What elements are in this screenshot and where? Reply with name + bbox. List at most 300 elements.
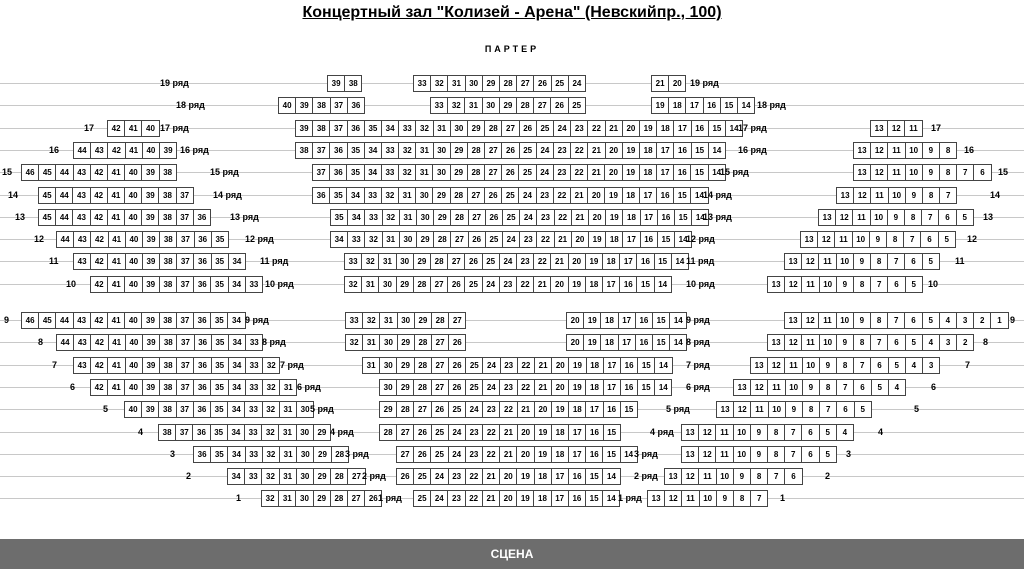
seat-row-11-38[interactable]: 38 bbox=[159, 253, 177, 270]
seat-row-18-31[interactable]: 31 bbox=[464, 97, 482, 114]
seat-row-5-36[interactable]: 36 bbox=[193, 401, 211, 418]
seat-row-7-9[interactable]: 9 bbox=[819, 357, 837, 374]
seat-row-8-2[interactable]: 2 bbox=[956, 334, 974, 351]
seat-row-7-11[interactable]: 11 bbox=[784, 357, 802, 374]
seat-row-5-31[interactable]: 31 bbox=[279, 401, 297, 418]
seat-row-17-36[interactable]: 36 bbox=[347, 120, 365, 137]
seat-row-8-6[interactable]: 6 bbox=[887, 334, 905, 351]
seat-row-1-16[interactable]: 16 bbox=[568, 490, 586, 507]
seat-row-12-42[interactable]: 42 bbox=[90, 231, 108, 248]
seat-row-11-23[interactable]: 23 bbox=[516, 253, 534, 270]
seat-row-6-27[interactable]: 27 bbox=[431, 379, 449, 396]
seat-row-8-39[interactable]: 39 bbox=[142, 334, 160, 351]
seat-row-8-14[interactable]: 14 bbox=[669, 334, 687, 351]
seat-row-10-20[interactable]: 20 bbox=[550, 276, 568, 293]
seat-row-18-39[interactable]: 39 bbox=[295, 97, 313, 114]
seat-row-17-23[interactable]: 23 bbox=[570, 120, 588, 137]
seat-row-12-21[interactable]: 21 bbox=[554, 231, 572, 248]
seat-row-9-29[interactable]: 29 bbox=[414, 312, 432, 329]
seat-row-11-14[interactable]: 14 bbox=[671, 253, 689, 270]
seat-row-11-7[interactable]: 7 bbox=[887, 253, 905, 270]
seat-row-4-24[interactable]: 24 bbox=[448, 424, 466, 441]
seat-row-10-24[interactable]: 24 bbox=[482, 276, 500, 293]
seat-row-5-35[interactable]: 35 bbox=[210, 401, 228, 418]
seat-row-6-4[interactable]: 4 bbox=[888, 379, 906, 396]
seat-row-14-44[interactable]: 44 bbox=[55, 187, 73, 204]
seat-row-14-34[interactable]: 34 bbox=[346, 187, 364, 204]
seat-row-6-33[interactable]: 33 bbox=[245, 379, 263, 396]
seat-row-19-31[interactable]: 31 bbox=[447, 75, 465, 92]
seat-row-10-25[interactable]: 25 bbox=[464, 276, 482, 293]
seat-row-12-30[interactable]: 30 bbox=[399, 231, 417, 248]
seat-row-5-40[interactable]: 40 bbox=[124, 401, 142, 418]
seat-row-12-8[interactable]: 8 bbox=[886, 231, 904, 248]
seat-row-1-24[interactable]: 24 bbox=[430, 490, 448, 507]
seat-row-12-17[interactable]: 17 bbox=[622, 231, 640, 248]
seat-row-4-4[interactable]: 4 bbox=[836, 424, 854, 441]
seat-row-15-17[interactable]: 17 bbox=[656, 164, 674, 181]
seat-row-6-19[interactable]: 19 bbox=[568, 379, 586, 396]
seat-row-17-33[interactable]: 33 bbox=[398, 120, 416, 137]
seat-row-9-33[interactable]: 33 bbox=[345, 312, 363, 329]
seat-row-5-6[interactable]: 6 bbox=[836, 401, 854, 418]
seat-row-6-5[interactable]: 5 bbox=[871, 379, 889, 396]
seat-row-16-31[interactable]: 31 bbox=[415, 142, 433, 159]
seat-row-4-17[interactable]: 17 bbox=[568, 424, 586, 441]
seat-row-16-42[interactable]: 42 bbox=[107, 142, 125, 159]
seat-row-17-19[interactable]: 19 bbox=[639, 120, 657, 137]
seat-row-7-19[interactable]: 19 bbox=[568, 357, 586, 374]
seat-row-10-5[interactable]: 5 bbox=[905, 276, 923, 293]
seat-row-16-37[interactable]: 37 bbox=[312, 142, 330, 159]
seat-row-4-36[interactable]: 36 bbox=[192, 424, 210, 441]
seat-row-6-8[interactable]: 8 bbox=[819, 379, 837, 396]
seat-row-4-35[interactable]: 35 bbox=[210, 424, 228, 441]
seat-row-17-40[interactable]: 40 bbox=[141, 120, 159, 137]
seat-row-1-9[interactable]: 9 bbox=[716, 490, 734, 507]
seat-row-10-9[interactable]: 9 bbox=[836, 276, 854, 293]
seat-row-17-35[interactable]: 35 bbox=[364, 120, 382, 137]
seat-row-10-35[interactable]: 35 bbox=[210, 276, 228, 293]
seat-row-5-16[interactable]: 16 bbox=[603, 401, 621, 418]
seat-row-13-12[interactable]: 12 bbox=[835, 209, 853, 226]
seat-row-4-37[interactable]: 37 bbox=[175, 424, 193, 441]
seat-row-14-11[interactable]: 11 bbox=[870, 187, 888, 204]
seat-row-1-11[interactable]: 11 bbox=[681, 490, 699, 507]
seat-row-6-10[interactable]: 10 bbox=[785, 379, 803, 396]
seat-row-1-25[interactable]: 25 bbox=[413, 490, 431, 507]
seat-row-7-21[interactable]: 21 bbox=[534, 357, 552, 374]
seat-row-16-17[interactable]: 17 bbox=[656, 142, 674, 159]
seat-row-13-7[interactable]: 7 bbox=[921, 209, 939, 226]
seat-row-3-35[interactable]: 35 bbox=[210, 446, 228, 463]
seat-row-15-12[interactable]: 12 bbox=[870, 164, 888, 181]
seat-row-5-21[interactable]: 21 bbox=[517, 401, 535, 418]
seat-row-7-22[interactable]: 22 bbox=[517, 357, 535, 374]
seat-row-8-8[interactable]: 8 bbox=[853, 334, 871, 351]
seat-row-16-32[interactable]: 32 bbox=[398, 142, 416, 159]
seat-row-4-16[interactable]: 16 bbox=[585, 424, 603, 441]
seat-row-10-14[interactable]: 14 bbox=[654, 276, 672, 293]
seat-row-5-24[interactable]: 24 bbox=[465, 401, 483, 418]
seat-row-8-18[interactable]: 18 bbox=[600, 334, 618, 351]
seat-row-15-44[interactable]: 44 bbox=[55, 164, 73, 181]
seat-row-15-10[interactable]: 10 bbox=[905, 164, 923, 181]
seat-row-13-26[interactable]: 26 bbox=[485, 209, 503, 226]
seat-row-15-32[interactable]: 32 bbox=[398, 164, 416, 181]
seat-row-16-28[interactable]: 28 bbox=[467, 142, 485, 159]
seat-row-1-8[interactable]: 8 bbox=[733, 490, 751, 507]
seat-row-19-26[interactable]: 26 bbox=[533, 75, 551, 92]
seat-row-2-20[interactable]: 20 bbox=[499, 468, 517, 485]
seat-row-1-22[interactable]: 22 bbox=[465, 490, 483, 507]
seat-row-13-17[interactable]: 17 bbox=[640, 209, 658, 226]
seat-row-13-42[interactable]: 42 bbox=[90, 209, 108, 226]
seat-row-12-27[interactable]: 27 bbox=[450, 231, 468, 248]
seat-row-5-25[interactable]: 25 bbox=[448, 401, 466, 418]
seat-row-15-39[interactable]: 39 bbox=[141, 164, 159, 181]
seat-row-4-18[interactable]: 18 bbox=[551, 424, 569, 441]
seat-row-17-27[interactable]: 27 bbox=[501, 120, 519, 137]
seat-row-15-20[interactable]: 20 bbox=[604, 164, 622, 181]
seat-row-3-17[interactable]: 17 bbox=[568, 446, 586, 463]
seat-row-16-9[interactable]: 9 bbox=[922, 142, 940, 159]
seat-row-16-29[interactable]: 29 bbox=[450, 142, 468, 159]
seat-row-8-27[interactable]: 27 bbox=[431, 334, 449, 351]
seat-row-3-9[interactable]: 9 bbox=[750, 446, 768, 463]
seat-row-12-43[interactable]: 43 bbox=[73, 231, 91, 248]
seat-row-9-16[interactable]: 16 bbox=[635, 312, 653, 329]
seat-row-14-43[interactable]: 43 bbox=[72, 187, 90, 204]
seat-row-7-29[interactable]: 29 bbox=[396, 357, 414, 374]
seat-row-2-11[interactable]: 11 bbox=[698, 468, 716, 485]
seat-row-12-5[interactable]: 5 bbox=[938, 231, 956, 248]
seat-row-8-28[interactable]: 28 bbox=[414, 334, 432, 351]
seat-row-3-12[interactable]: 12 bbox=[698, 446, 716, 463]
seat-row-12-25[interactable]: 25 bbox=[485, 231, 503, 248]
seat-row-15-29[interactable]: 29 bbox=[450, 164, 468, 181]
seat-row-14-28[interactable]: 28 bbox=[450, 187, 468, 204]
seat-row-14-23[interactable]: 23 bbox=[536, 187, 554, 204]
seat-row-11-24[interactable]: 24 bbox=[499, 253, 517, 270]
seat-row-13-29[interactable]: 29 bbox=[433, 209, 451, 226]
seat-row-12-24[interactable]: 24 bbox=[502, 231, 520, 248]
seat-row-4-34[interactable]: 34 bbox=[227, 424, 245, 441]
seat-row-7-15[interactable]: 15 bbox=[637, 357, 655, 374]
seat-row-4-21[interactable]: 21 bbox=[499, 424, 517, 441]
seat-row-9-5[interactable]: 5 bbox=[922, 312, 940, 329]
seat-row-11-37[interactable]: 37 bbox=[176, 253, 194, 270]
seat-row-16-39[interactable]: 39 bbox=[159, 142, 177, 159]
seat-row-9-20[interactable]: 20 bbox=[566, 312, 584, 329]
seat-row-16-22[interactable]: 22 bbox=[570, 142, 588, 159]
seat-row-14-22[interactable]: 22 bbox=[553, 187, 571, 204]
seat-row-14-36[interactable]: 36 bbox=[312, 187, 330, 204]
seat-row-2-33[interactable]: 33 bbox=[244, 468, 262, 485]
seat-row-11-43[interactable]: 43 bbox=[73, 253, 91, 270]
seat-row-14-15[interactable]: 15 bbox=[673, 187, 691, 204]
seat-row-13-39[interactable]: 39 bbox=[141, 209, 159, 226]
seat-row-9-28[interactable]: 28 bbox=[431, 312, 449, 329]
seat-row-10-13[interactable]: 13 bbox=[767, 276, 785, 293]
seat-row-18-40[interactable]: 40 bbox=[278, 97, 296, 114]
seat-row-9-39[interactable]: 39 bbox=[141, 312, 159, 329]
seat-row-9-19[interactable]: 19 bbox=[583, 312, 601, 329]
seat-row-15-15[interactable]: 15 bbox=[690, 164, 708, 181]
seat-row-10-33[interactable]: 33 bbox=[245, 276, 263, 293]
seat-row-4-6[interactable]: 6 bbox=[801, 424, 819, 441]
seat-row-15-31[interactable]: 31 bbox=[415, 164, 433, 181]
seat-row-4-38[interactable]: 38 bbox=[158, 424, 176, 441]
seat-row-12-29[interactable]: 29 bbox=[416, 231, 434, 248]
seat-row-10-40[interactable]: 40 bbox=[124, 276, 142, 293]
seat-row-14-33[interactable]: 33 bbox=[364, 187, 382, 204]
seat-row-8-3[interactable]: 3 bbox=[939, 334, 957, 351]
seat-row-1-20[interactable]: 20 bbox=[499, 490, 517, 507]
seat-row-9-7[interactable]: 7 bbox=[887, 312, 905, 329]
seat-row-5-15[interactable]: 15 bbox=[620, 401, 638, 418]
seat-row-5-22[interactable]: 22 bbox=[499, 401, 517, 418]
seat-row-6-35[interactable]: 35 bbox=[210, 379, 228, 396]
seat-row-15-23[interactable]: 23 bbox=[553, 164, 571, 181]
seat-row-7-8[interactable]: 8 bbox=[836, 357, 854, 374]
seat-row-7-12[interactable]: 12 bbox=[767, 357, 785, 374]
seat-row-11-30[interactable]: 30 bbox=[396, 253, 414, 270]
seat-row-18-15[interactable]: 15 bbox=[720, 97, 738, 114]
seat-row-10-7[interactable]: 7 bbox=[870, 276, 888, 293]
seat-row-13-18[interactable]: 18 bbox=[622, 209, 640, 226]
seat-row-4-32[interactable]: 32 bbox=[261, 424, 279, 441]
seat-row-15-22[interactable]: 22 bbox=[570, 164, 588, 181]
seat-row-17-38[interactable]: 38 bbox=[312, 120, 330, 137]
seat-row-16-26[interactable]: 26 bbox=[501, 142, 519, 159]
seat-row-6-13[interactable]: 13 bbox=[733, 379, 751, 396]
seat-row-11-27[interactable]: 27 bbox=[447, 253, 465, 270]
seat-row-9-42[interactable]: 42 bbox=[90, 312, 108, 329]
seat-row-6-39[interactable]: 39 bbox=[142, 379, 160, 396]
seat-row-19-30[interactable]: 30 bbox=[465, 75, 483, 92]
seat-row-1-10[interactable]: 10 bbox=[699, 490, 717, 507]
seat-row-11-19[interactable]: 19 bbox=[585, 253, 603, 270]
seat-row-14-30[interactable]: 30 bbox=[415, 187, 433, 204]
seat-row-5-30[interactable]: 30 bbox=[296, 401, 314, 418]
seat-row-12-7[interactable]: 7 bbox=[903, 231, 921, 248]
seat-row-18-37[interactable]: 37 bbox=[330, 97, 348, 114]
seat-row-13-32[interactable]: 32 bbox=[382, 209, 400, 226]
seat-row-13-28[interactable]: 28 bbox=[450, 209, 468, 226]
seat-row-6-15[interactable]: 15 bbox=[637, 379, 655, 396]
seat-row-9-46[interactable]: 46 bbox=[21, 312, 39, 329]
seat-row-2-13[interactable]: 13 bbox=[664, 468, 682, 485]
seat-row-16-27[interactable]: 27 bbox=[484, 142, 502, 159]
seat-row-8-37[interactable]: 37 bbox=[176, 334, 194, 351]
seat-row-16-33[interactable]: 33 bbox=[381, 142, 399, 159]
seat-row-13-30[interactable]: 30 bbox=[416, 209, 434, 226]
seat-row-3-31[interactable]: 31 bbox=[279, 446, 297, 463]
seat-row-5-9[interactable]: 9 bbox=[785, 401, 803, 418]
seat-row-13-11[interactable]: 11 bbox=[852, 209, 870, 226]
seat-row-11-28[interactable]: 28 bbox=[430, 253, 448, 270]
seat-row-5-29[interactable]: 29 bbox=[379, 401, 397, 418]
seat-row-18-16[interactable]: 16 bbox=[703, 97, 721, 114]
seat-row-6-11[interactable]: 11 bbox=[767, 379, 785, 396]
seat-row-5-5[interactable]: 5 bbox=[854, 401, 872, 418]
seat-row-6-9[interactable]: 9 bbox=[802, 379, 820, 396]
seat-row-9-1[interactable]: 1 bbox=[990, 312, 1008, 329]
seat-row-12-23[interactable]: 23 bbox=[519, 231, 537, 248]
seat-row-5-34[interactable]: 34 bbox=[227, 401, 245, 418]
seat-row-3-27[interactable]: 27 bbox=[396, 446, 414, 463]
seat-row-4-33[interactable]: 33 bbox=[244, 424, 262, 441]
seat-row-2-24[interactable]: 24 bbox=[430, 468, 448, 485]
seat-row-11-15[interactable]: 15 bbox=[654, 253, 672, 270]
seat-row-8-35[interactable]: 35 bbox=[211, 334, 229, 351]
seat-row-16-8[interactable]: 8 bbox=[939, 142, 957, 159]
seat-row-14-20[interactable]: 20 bbox=[587, 187, 605, 204]
seat-row-7-34[interactable]: 34 bbox=[228, 357, 246, 374]
seat-row-16-40[interactable]: 40 bbox=[142, 142, 160, 159]
seat-row-4-31[interactable]: 31 bbox=[278, 424, 296, 441]
seat-row-4-26[interactable]: 26 bbox=[413, 424, 431, 441]
seat-row-16-35[interactable]: 35 bbox=[347, 142, 365, 159]
seat-row-6-6[interactable]: 6 bbox=[853, 379, 871, 396]
seat-row-3-8[interactable]: 8 bbox=[767, 446, 785, 463]
seat-row-9-12[interactable]: 12 bbox=[801, 312, 819, 329]
seat-row-17-42[interactable]: 42 bbox=[107, 120, 125, 137]
seat-row-13-41[interactable]: 41 bbox=[107, 209, 125, 226]
seat-row-13-25[interactable]: 25 bbox=[502, 209, 520, 226]
seat-row-5-20[interactable]: 20 bbox=[534, 401, 552, 418]
seat-row-14-19[interactable]: 19 bbox=[604, 187, 622, 204]
seat-row-11-12[interactable]: 12 bbox=[801, 253, 819, 270]
seat-row-3-28[interactable]: 28 bbox=[331, 446, 349, 463]
seat-row-15-6[interactable]: 6 bbox=[973, 164, 991, 181]
seat-row-9-30[interactable]: 30 bbox=[397, 312, 415, 329]
seat-row-17-11[interactable]: 11 bbox=[904, 120, 922, 137]
seat-row-14-14[interactable]: 14 bbox=[690, 187, 708, 204]
seat-row-13-21[interactable]: 21 bbox=[571, 209, 589, 226]
seat-row-7-26[interactable]: 26 bbox=[448, 357, 466, 374]
seat-row-14-7[interactable]: 7 bbox=[939, 187, 957, 204]
seat-row-9-18[interactable]: 18 bbox=[600, 312, 618, 329]
seat-row-13-24[interactable]: 24 bbox=[519, 209, 537, 226]
seat-row-4-13[interactable]: 13 bbox=[681, 424, 699, 441]
seat-row-14-31[interactable]: 31 bbox=[398, 187, 416, 204]
seat-row-2-34[interactable]: 34 bbox=[227, 468, 245, 485]
seat-row-14-12[interactable]: 12 bbox=[853, 187, 871, 204]
seat-row-14-38[interactable]: 38 bbox=[158, 187, 176, 204]
seat-row-15-7[interactable]: 7 bbox=[956, 164, 974, 181]
seat-row-14-9[interactable]: 9 bbox=[905, 187, 923, 204]
seat-row-4-22[interactable]: 22 bbox=[482, 424, 500, 441]
seat-row-6-24[interactable]: 24 bbox=[482, 379, 500, 396]
seat-row-10-21[interactable]: 21 bbox=[533, 276, 551, 293]
seat-row-17-31[interactable]: 31 bbox=[433, 120, 451, 137]
seat-row-8-26[interactable]: 26 bbox=[448, 334, 466, 351]
seat-row-19-25[interactable]: 25 bbox=[551, 75, 569, 92]
seat-row-12-6[interactable]: 6 bbox=[920, 231, 938, 248]
seat-row-9-32[interactable]: 32 bbox=[362, 312, 380, 329]
seat-row-8-5[interactable]: 5 bbox=[905, 334, 923, 351]
seat-row-12-40[interactable]: 40 bbox=[125, 231, 143, 248]
seat-row-12-28[interactable]: 28 bbox=[433, 231, 451, 248]
seat-row-17-30[interactable]: 30 bbox=[450, 120, 468, 137]
seat-row-7-42[interactable]: 42 bbox=[90, 357, 108, 374]
seat-row-5-10[interactable]: 10 bbox=[768, 401, 786, 418]
seat-row-5-23[interactable]: 23 bbox=[482, 401, 500, 418]
seat-row-9-6[interactable]: 6 bbox=[904, 312, 922, 329]
seat-row-3-14[interactable]: 14 bbox=[620, 446, 638, 463]
seat-row-6-14[interactable]: 14 bbox=[654, 379, 672, 396]
seat-row-9-34[interactable]: 34 bbox=[227, 312, 245, 329]
seat-row-8-43[interactable]: 43 bbox=[73, 334, 91, 351]
seat-row-15-8[interactable]: 8 bbox=[939, 164, 957, 181]
seat-row-11-11[interactable]: 11 bbox=[818, 253, 836, 270]
seat-row-10-16[interactable]: 16 bbox=[619, 276, 637, 293]
seat-row-6-16[interactable]: 16 bbox=[620, 379, 638, 396]
seat-row-13-33[interactable]: 33 bbox=[364, 209, 382, 226]
seat-row-10-15[interactable]: 15 bbox=[636, 276, 654, 293]
seat-row-10-42[interactable]: 42 bbox=[90, 276, 108, 293]
seat-row-12-9[interactable]: 9 bbox=[869, 231, 887, 248]
seat-row-2-25[interactable]: 25 bbox=[413, 468, 431, 485]
seat-row-18-18[interactable]: 18 bbox=[668, 97, 686, 114]
seat-row-14-25[interactable]: 25 bbox=[501, 187, 519, 204]
seat-row-12-22[interactable]: 22 bbox=[536, 231, 554, 248]
seat-row-6-25[interactable]: 25 bbox=[465, 379, 483, 396]
seat-row-16-20[interactable]: 20 bbox=[605, 142, 623, 159]
seat-row-7-32[interactable]: 32 bbox=[262, 357, 280, 374]
seat-row-10-6[interactable]: 6 bbox=[887, 276, 905, 293]
seat-row-3-16[interactable]: 16 bbox=[585, 446, 603, 463]
seat-row-7-4[interactable]: 4 bbox=[905, 357, 923, 374]
seat-row-4-15[interactable]: 15 bbox=[603, 424, 621, 441]
seat-row-18-29[interactable]: 29 bbox=[499, 97, 517, 114]
seat-row-19-24[interactable]: 24 bbox=[568, 75, 586, 92]
seat-row-16-12[interactable]: 12 bbox=[870, 142, 888, 159]
seat-row-15-35[interactable]: 35 bbox=[346, 164, 364, 181]
seat-row-7-17[interactable]: 17 bbox=[603, 357, 621, 374]
seat-row-17-13[interactable]: 13 bbox=[870, 120, 888, 137]
seat-row-2-26[interactable]: 26 bbox=[396, 468, 414, 485]
seat-row-12-20[interactable]: 20 bbox=[571, 231, 589, 248]
seat-row-13-23[interactable]: 23 bbox=[536, 209, 554, 226]
seat-row-18-17[interactable]: 17 bbox=[685, 97, 703, 114]
seat-row-4-11[interactable]: 11 bbox=[715, 424, 733, 441]
seat-row-17-24[interactable]: 24 bbox=[553, 120, 571, 137]
seat-row-10-11[interactable]: 11 bbox=[801, 276, 819, 293]
seat-row-15-34[interactable]: 34 bbox=[364, 164, 382, 181]
seat-row-11-16[interactable]: 16 bbox=[636, 253, 654, 270]
seat-row-3-25[interactable]: 25 bbox=[430, 446, 448, 463]
seat-row-9-36[interactable]: 36 bbox=[193, 312, 211, 329]
seat-row-17-16[interactable]: 16 bbox=[691, 120, 709, 137]
seat-row-7-30[interactable]: 30 bbox=[379, 357, 397, 374]
seat-row-13-37[interactable]: 37 bbox=[176, 209, 194, 226]
seat-row-4-12[interactable]: 12 bbox=[698, 424, 716, 441]
seat-row-2-17[interactable]: 17 bbox=[551, 468, 569, 485]
seat-row-11-22[interactable]: 22 bbox=[533, 253, 551, 270]
seat-row-7-3[interactable]: 3 bbox=[922, 357, 940, 374]
seat-row-13-36[interactable]: 36 bbox=[193, 209, 211, 226]
seat-row-6-17[interactable]: 17 bbox=[603, 379, 621, 396]
seat-row-3-20[interactable]: 20 bbox=[516, 446, 534, 463]
seat-row-16-44[interactable]: 44 bbox=[73, 142, 91, 159]
seat-row-1-21[interactable]: 21 bbox=[482, 490, 500, 507]
seat-row-19-29[interactable]: 29 bbox=[482, 75, 500, 92]
seat-row-4-28[interactable]: 28 bbox=[379, 424, 397, 441]
seat-row-11-20[interactable]: 20 bbox=[568, 253, 586, 270]
